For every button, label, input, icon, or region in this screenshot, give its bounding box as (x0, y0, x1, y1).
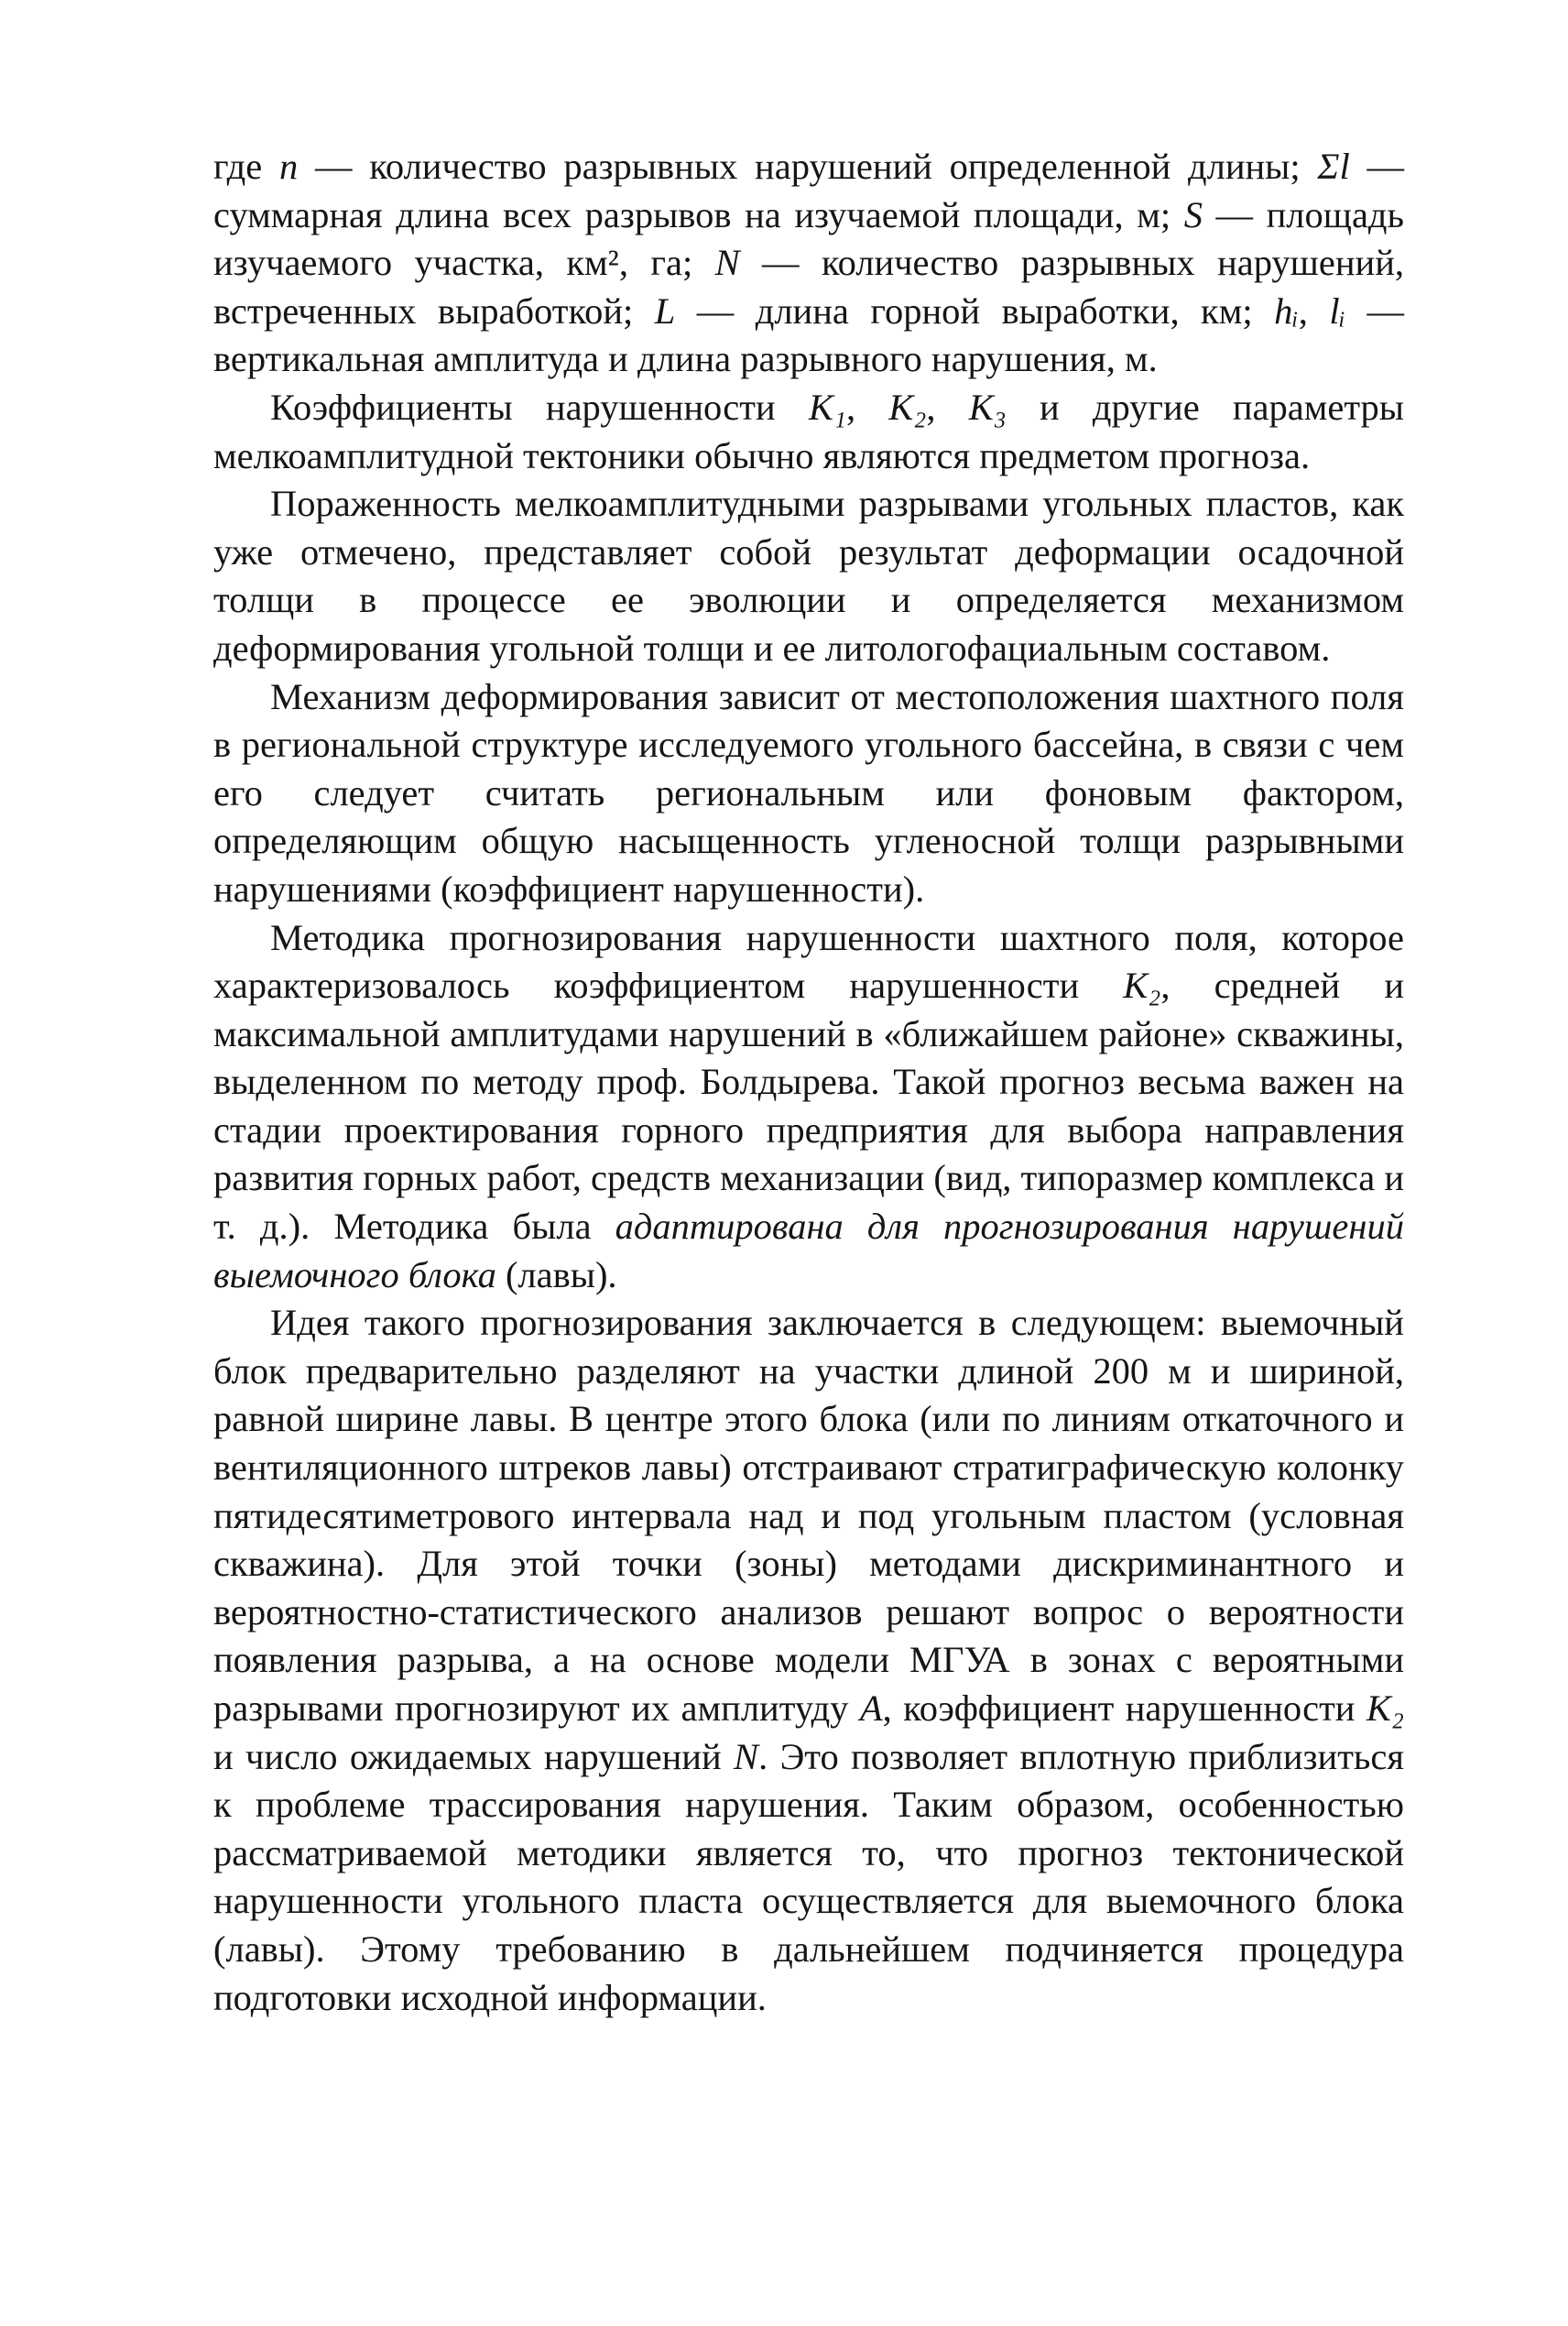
math-variable: K₂ (1366, 1687, 1405, 1729)
text-segment: — вертикальная амплитуда и длина разрывного нарушения, м. (213, 289, 1405, 380)
document-body (213, 143, 1404, 2022)
text-segment: — длина горной выработки, км; (675, 289, 1275, 332)
math-variable: K₁ (808, 386, 846, 428)
emphasis-text: адаптирована для прогнозирования нарушений выемочного блока (213, 1206, 1404, 1295)
math-variable: K₂ (1123, 965, 1161, 1007)
math-variable: K₃ (968, 386, 1007, 428)
text-segment: , (845, 386, 889, 428)
math-variable: N (714, 242, 740, 284)
text-segment: — суммарная длина всех разрывов на изучаемой площади, м; (213, 146, 1404, 235)
math-variable: n (278, 146, 299, 187)
text-segment: (лавы). (495, 1253, 617, 1295)
text-segment: — количество разрывных нарушений, встреченных выработкой; (213, 242, 1404, 332)
text-segment: и число ожидаемых нарушений (213, 1735, 735, 1777)
math-variable: hᵢ (1274, 289, 1299, 332)
paragraph-idea (213, 1299, 1404, 2022)
paragraph-methodology (213, 914, 1404, 1300)
text-segment: — количество разрывных нарушений определенной длины; (298, 146, 1318, 187)
math-variable: A (859, 1687, 883, 1729)
math-variable: S (1183, 193, 1203, 235)
text-segment: . Это позволяет вплотную приблизиться к проблеме трассирования нарушения. Таким образом, особенностью рассматриваемой методики является то, что прогноз тектонической нарушенности угольного пласта осуществляется для выемочного блока (лавы). Этому требованию в дальнейшем подчиняется процедура подготовки исходной информации. (213, 1735, 1405, 2018)
paragraph-mechanism: Механизм деформирования зависит от местоположения шахтного поля в региональной структуре исследуемого угольного бассейна, в связи с чем его следует считать региональным или фоновым фактором, определяющим общую насыщенность угленосной толщи разрывными нарушениями (коэффициент нарушенности). (213, 675, 1404, 910)
text-segment: Коэффициенты нарушенности (270, 386, 809, 428)
text-segment: где (213, 146, 279, 187)
text-segment: и другие параметры мелкоамплитудной тектоники обычно являются предметом прогноза. (213, 386, 1405, 476)
text-segment: , (926, 386, 969, 428)
paragraph-coefficients (213, 384, 1404, 480)
text-segment: Методика прогнозирования нарушенности шахтного поля, которое характеризовалось коэффициентом нарушенности (213, 916, 1404, 1007)
text-segment: — площадь изучаемого участка, км², га; (213, 193, 1405, 284)
math-variable: lᵢ (1329, 289, 1346, 332)
math-variable: L (654, 289, 676, 332)
text-segment: , коэффициент нарушенности (882, 1687, 1367, 1729)
paragraph-damage: Пораженность мелкоамплитудными разрывами угольных пластов, как уже отмечено, представляет собой результат деформации осадочной толщи в процессе ее эволюции и определяется механизмом деформирования угольной толщи и ее литологофациальным составом. (213, 483, 1404, 669)
math-variable: N (734, 1735, 759, 1777)
math-variable: Σl (1317, 146, 1350, 187)
text-segment: , (1298, 289, 1330, 332)
text-segment: Идея такого прогнозирования заключается в следующем: выемочный блок предварительно разделяют на участки длиной 200 м и шириной, равной ширине лавы. В центре этого блока (или по линиям откаточного и вентиляционного штреков лавы) отстраивают стратиграфическую колонку пятидесятиметрового интервала над и под угольным пластом (условная скважина). Для этой точки (зоны) методами дискриминантного и вероятностно-статистического анализов решают вопрос о вероятности появления разрыва, а на основе модели МГУА в зонах с вероятными разрывами прогнозируют их амплитуду (213, 1302, 1404, 1729)
math-variable: K₂ (888, 386, 927, 428)
paragraph-definitions (213, 143, 1404, 384)
text-segment: , средней и максимальной амплитудами нарушений в «ближайшем районе» скважины, выделенном по методу проф. Болдырева. Такой прогноз весьма важен на стадии проектирования горного предприятия для выбора направления развития горных работ, средств механизации (вид, типоразмер комплекса и т. д.). Методика была (213, 965, 1404, 1248)
